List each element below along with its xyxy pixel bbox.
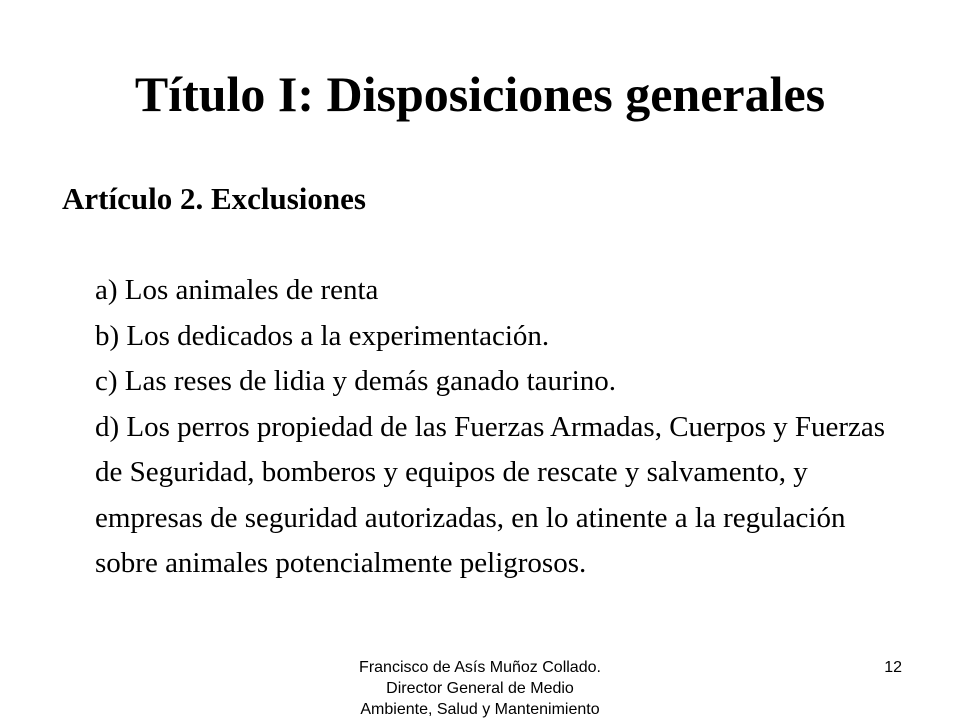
list-item: a) Los animales de renta bbox=[95, 274, 379, 306]
list-item: c) Las reses de lidia y demás ganado taurino. bbox=[95, 365, 617, 397]
footer-author-line: Francisco de Asís Muñoz Collado. bbox=[359, 659, 601, 676]
list-item: d) Los perros propiedad de las Fuerzas Armadas, Cuerpos y Fuerzas de Seguridad, bomberos y equipos de rescate y salvamento, y empresas de seguridad autorizadas, en lo atinente a la regulación sobre animales potencialmente peligrosos. bbox=[95, 410, 886, 579]
footer-author bbox=[320, 657, 640, 720]
exclusions-list bbox=[95, 268, 915, 587]
article-heading: Artículo 2. Exclusiones bbox=[62, 181, 366, 216]
slide-title: Título I: Disposiciones generales bbox=[134, 66, 826, 122]
page-number: 12 bbox=[884, 659, 902, 676]
footer-author-line: Director General de Medio bbox=[386, 680, 574, 697]
footer-author-line: Ambiente, Salud y Mantenimiento bbox=[360, 701, 600, 718]
list-item: b) Los dedicados a la experimentación. bbox=[95, 319, 550, 352]
